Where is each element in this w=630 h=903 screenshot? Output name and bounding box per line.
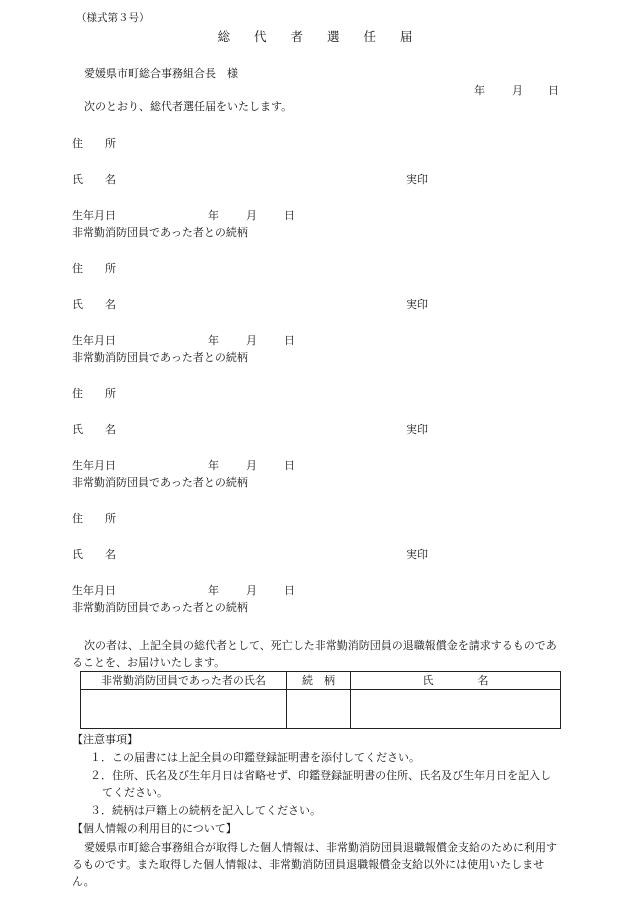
birth-date-label: 生年月日 [72, 584, 116, 597]
name-label: 氏 名 [72, 548, 116, 561]
relation-label: 非常勤消防団員であった者との続柄 [72, 226, 248, 239]
table-header-name: 氏 名 [351, 672, 561, 690]
addressee: 愛媛県市町総合事務組合長 様 [84, 67, 238, 80]
table-header-row [81, 672, 561, 690]
date-year-label: 年 [474, 84, 485, 97]
person-block-2 [72, 262, 552, 382]
intro-text: 次のとおり、総代者選任届をいたします。 [84, 100, 293, 113]
seal-label: 実印 [406, 548, 428, 561]
person-block-3 [72, 387, 552, 507]
table-cell-relation[interactable] [287, 690, 351, 729]
birth-day-label: 日 [284, 334, 295, 347]
notes-header: 【注意事項】 [72, 733, 138, 746]
relation-label: 非常勤消防団員であった者との続柄 [72, 351, 248, 364]
name-label: 氏 名 [72, 423, 116, 436]
note-item-1: １．この届書には上記全員の印鑑登録証明書を添付してください。 [90, 751, 420, 764]
note-item-3: ３．続柄は戸籍上の続柄を記入してください。 [90, 804, 321, 817]
birth-date-label: 生年月日 [72, 334, 116, 347]
address-label: 住 所 [72, 137, 116, 150]
declaration-text: 次の者は、上記全員の総代者として、死亡した非常勤消防団員の退職報償金を請求するものであることを、お届けいたします。 [72, 639, 557, 669]
table-header-deceased-name: 非常勤消防団員であった者の氏名 [81, 672, 287, 690]
form-number: （様式第３号） [76, 12, 150, 24]
birth-day-label: 日 [284, 584, 295, 597]
privacy-header: 【個人情報の利用目的について】 [72, 822, 237, 835]
table-cell-deceased-name[interactable] [81, 690, 287, 729]
birth-month-label: 月 [246, 584, 257, 597]
birth-day-label: 日 [284, 209, 295, 222]
page-title: 総 代 者 選 任 届 [217, 29, 423, 44]
date-month-label: 月 [512, 84, 523, 97]
name-label: 氏 名 [72, 173, 116, 186]
seal-label: 実印 [406, 423, 428, 436]
birth-year-label: 年 [208, 209, 219, 222]
relation-table [80, 671, 561, 729]
note-item-2-continued: てください。 [102, 786, 168, 799]
person-block-4 [72, 512, 552, 632]
table-row [81, 690, 561, 729]
seal-label: 実印 [406, 298, 428, 311]
address-label: 住 所 [72, 262, 116, 275]
birth-day-label: 日 [284, 459, 295, 472]
person-block-1 [72, 137, 552, 257]
birth-year-label: 年 [208, 334, 219, 347]
birth-year-label: 年 [208, 584, 219, 597]
relation-label: 非常勤消防団員であった者との続柄 [72, 476, 248, 489]
table-header-relation: 続 柄 [287, 672, 351, 690]
birth-date-label: 生年月日 [72, 209, 116, 222]
date-day-label: 日 [548, 84, 559, 97]
birth-month-label: 月 [246, 459, 257, 472]
note-item-2: ２．住所、氏名及び生年月日は省略せず、印鑑登録証明書の住所、氏名及び生年月日を記入し [90, 769, 552, 782]
birth-year-label: 年 [208, 459, 219, 472]
birth-month-label: 月 [246, 209, 257, 222]
birth-month-label: 月 [246, 334, 257, 347]
seal-label: 実印 [406, 173, 428, 186]
name-label: 氏 名 [72, 298, 116, 311]
table-cell-name[interactable] [351, 690, 561, 729]
address-label: 住 所 [72, 387, 116, 400]
birth-date-label: 生年月日 [72, 459, 116, 472]
relation-label: 非常勤消防団員であった者との続柄 [72, 601, 248, 614]
privacy-body: 愛媛県市町総合事務組合が取得した個人情報は、非常勤消防団員退職報償金支給のために利用するものです。また取得した個人情報は、非常勤消防団員退職報償金支給以外には使用いたしません。 [72, 841, 557, 888]
address-label: 住 所 [72, 512, 116, 525]
